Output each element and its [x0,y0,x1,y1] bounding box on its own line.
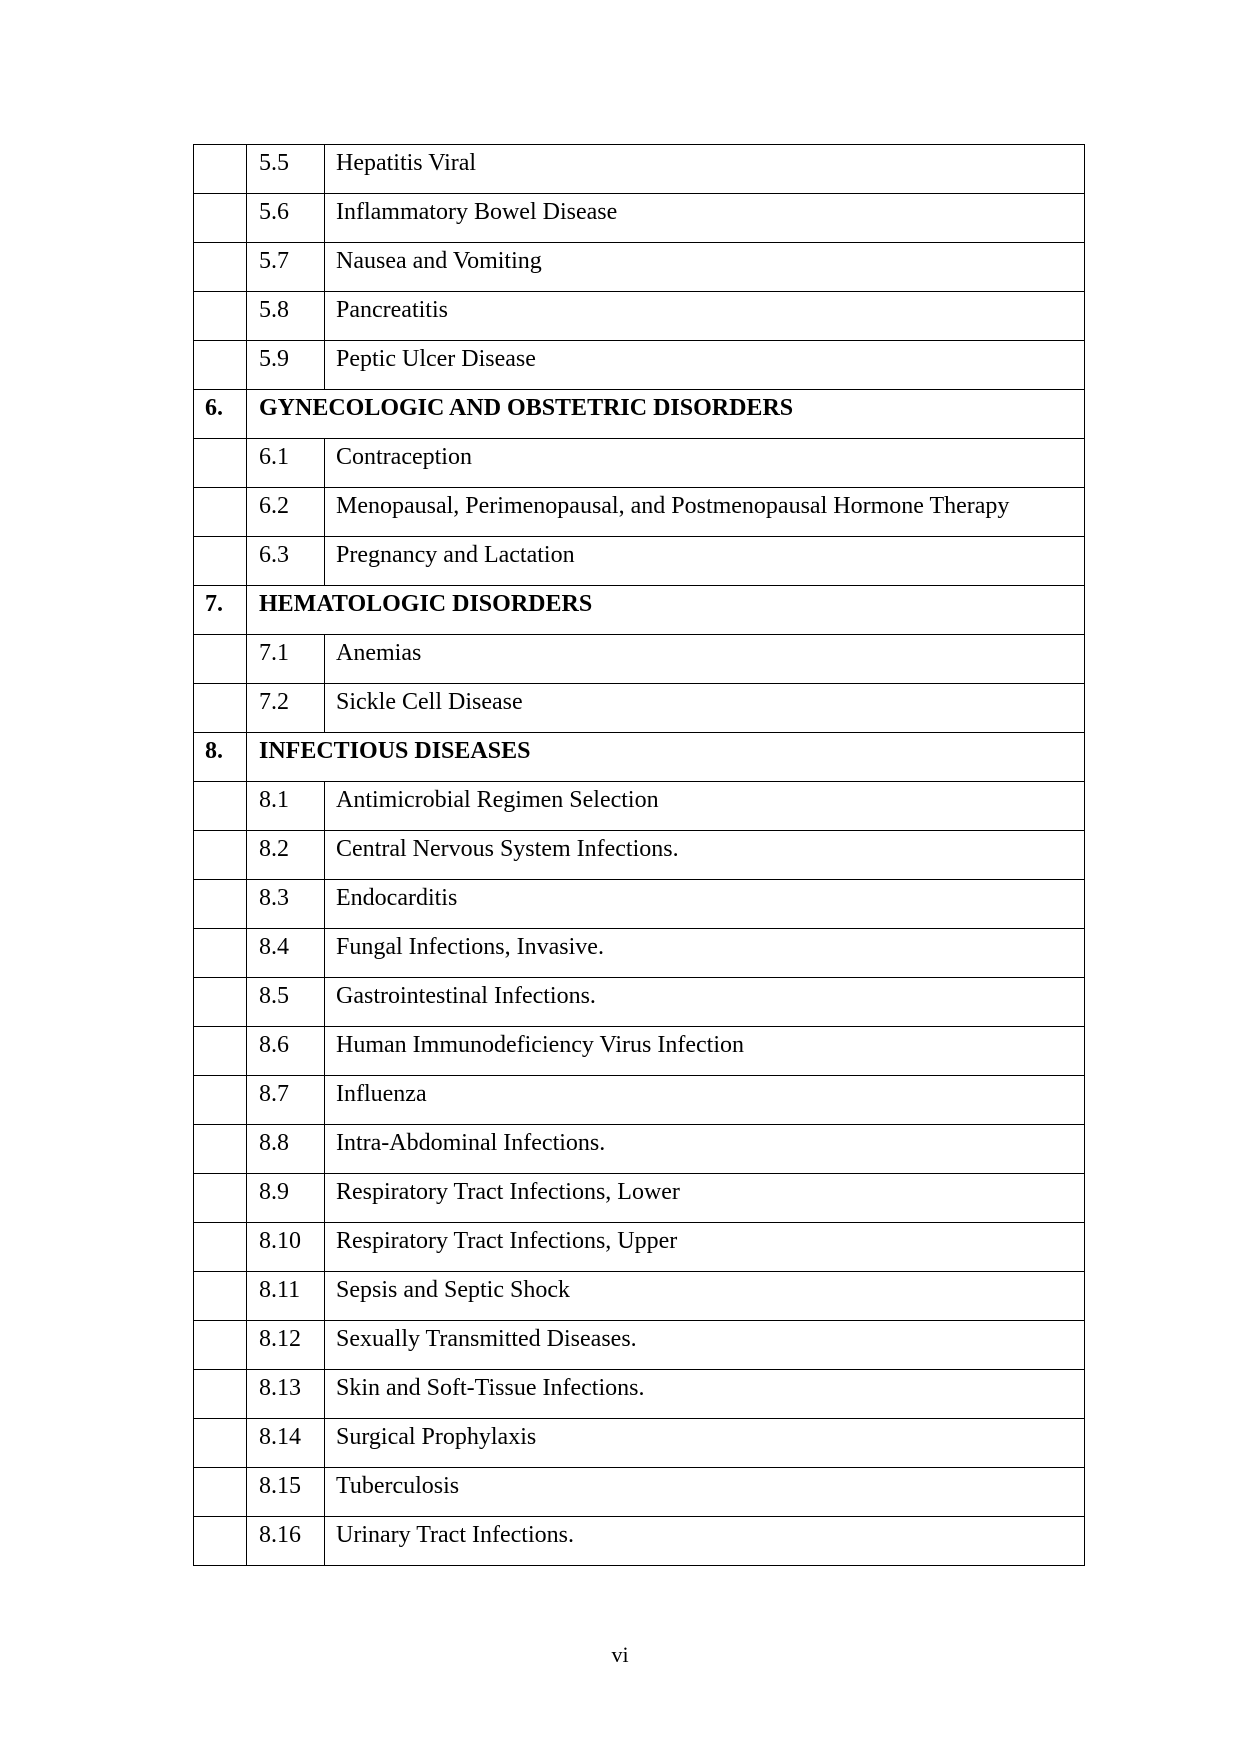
item-title: Central Nervous System Infections. [336,836,679,862]
item-title-cell [325,978,1085,1027]
item-number: 8.5 [259,983,289,1009]
section-title-cell [247,733,1085,782]
item-title-cell [325,292,1085,341]
table-row [194,880,1085,929]
item-title: Respiratory Tract Infections, Lower [336,1179,680,1205]
empty-cell [194,194,247,243]
item-title: Intra-Abdominal Infections. [336,1130,606,1156]
item-title: Influenza [336,1081,427,1107]
empty-cell [194,635,247,684]
empty-cell [194,537,247,586]
table-row [194,635,1085,684]
item-title: Pancreatitis [336,297,448,323]
item-title: Sickle Cell Disease [336,689,523,715]
item-title-cell [325,1027,1085,1076]
item-title-cell [325,1223,1085,1272]
item-number: 8.10 [259,1228,301,1254]
item-title-cell [325,145,1085,194]
item-number: 8.7 [259,1081,289,1107]
empty-cell [194,1125,247,1174]
item-title: Sexually Transmitted Diseases. [336,1326,637,1352]
table-row [194,1027,1085,1076]
table-row [194,1272,1085,1321]
item-title: Urinary Tract Infections. [336,1522,574,1548]
item-title-cell [325,1076,1085,1125]
item-title-cell [325,1419,1085,1468]
empty-cell [194,1370,247,1419]
item-number-cell [247,929,325,978]
table-row [194,341,1085,390]
item-number-cell [247,1223,325,1272]
item-title-cell [325,488,1085,537]
item-number-cell [247,1125,325,1174]
item-title: Human Immunodeficiency Virus Infection [336,1032,744,1058]
table-row [194,1125,1085,1174]
item-title-cell [325,439,1085,488]
item-title-cell [325,243,1085,292]
empty-cell [194,1419,247,1468]
item-number-cell [247,1076,325,1125]
table-row [194,1076,1085,1125]
empty-cell [194,1321,247,1370]
page-number: vi [611,1642,629,1667]
empty-cell [194,831,247,880]
table-row [194,1419,1085,1468]
item-number-cell [247,1468,325,1517]
item-title-cell [325,1321,1085,1370]
section-heading-row [194,733,1085,782]
item-title: Anemias [336,640,422,666]
item-number: 8.12 [259,1326,301,1352]
item-number: 8.9 [259,1179,289,1205]
item-number: 8.2 [259,836,289,862]
item-number: 7.2 [259,689,289,715]
item-title: Pregnancy and Lactation [336,542,575,568]
item-number-cell [247,243,325,292]
item-title-cell [325,194,1085,243]
item-title: Menopausal, Perimenopausal, and Postmenopausal Hormone Therapy [336,493,1010,519]
empty-cell [194,1027,247,1076]
table-row [194,1468,1085,1517]
item-number: 8.4 [259,934,289,960]
empty-cell [194,1174,247,1223]
item-title-cell [325,537,1085,586]
item-number-cell [247,292,325,341]
item-title: Nausea and Vomiting [336,248,542,274]
item-number: 5.5 [259,150,289,176]
table-row [194,1370,1085,1419]
empty-cell [194,243,247,292]
empty-cell [194,341,247,390]
item-number-cell [247,880,325,929]
item-number-cell [247,1517,325,1566]
section-title: GYNECOLOGIC AND OBSTETRIC DISORDERS [259,395,794,421]
item-number: 6.3 [259,542,289,568]
item-title-cell [325,1125,1085,1174]
table-row [194,1517,1085,1566]
table-of-contents [193,144,1085,1566]
item-number-cell [247,831,325,880]
item-number: 7.1 [259,640,289,666]
empty-cell [194,1468,247,1517]
item-number: 8.11 [259,1277,301,1303]
table-row [194,488,1085,537]
empty-cell [194,782,247,831]
empty-cell [194,684,247,733]
item-number-cell [247,439,325,488]
item-number: 5.7 [259,248,289,274]
item-number-cell [247,1370,325,1419]
toc-body [194,145,1085,1566]
item-title-cell [325,684,1085,733]
item-number-cell [247,537,325,586]
empty-cell [194,145,247,194]
section-number-cell [194,586,247,635]
table-row [194,929,1085,978]
item-number: 8.16 [259,1522,301,1548]
table-row [194,292,1085,341]
section-title-cell [247,586,1085,635]
section-title-cell [247,390,1085,439]
item-number: 5.9 [259,346,289,372]
item-title: Fungal Infections, Invasive. [336,934,604,960]
section-number: 6. [205,395,223,421]
empty-cell [194,978,247,1027]
item-number-cell [247,635,325,684]
item-title: Respiratory Tract Infections, Upper [336,1228,678,1254]
item-title: Hepatitis Viral [336,150,477,176]
item-title-cell [325,831,1085,880]
section-title: HEMATOLOGIC DISORDERS [259,591,593,617]
item-title: Endocarditis [336,885,458,911]
section-number: 8. [205,738,223,764]
section-number-cell [194,733,247,782]
table-row [194,978,1085,1027]
empty-cell [194,880,247,929]
section-number: 7. [205,591,223,617]
empty-cell [194,439,247,488]
table-row [194,243,1085,292]
item-number: 8.8 [259,1130,289,1156]
item-title-cell [325,1174,1085,1223]
table-row [194,1174,1085,1223]
item-number: 8.3 [259,885,289,911]
table-row [194,537,1085,586]
item-number-cell [247,1321,325,1370]
item-title-cell [325,929,1085,978]
item-number: 8.14 [259,1424,301,1450]
item-title: Tuberculosis [336,1473,460,1499]
empty-cell [194,488,247,537]
item-number-cell [247,978,325,1027]
item-number-cell [247,341,325,390]
item-number-cell [247,194,325,243]
section-title: INFECTIOUS DISEASES [259,738,531,764]
table-row [194,439,1085,488]
item-title: Antimicrobial Regimen Selection [336,787,659,813]
item-title-cell [325,1468,1085,1517]
item-title-cell [325,880,1085,929]
item-number: 8.13 [259,1375,301,1401]
item-title-cell [325,1272,1085,1321]
item-number-cell [247,1174,325,1223]
item-number: 8.6 [259,1032,289,1058]
item-title: Gastrointestinal Infections. [336,983,596,1009]
section-heading-row [194,586,1085,635]
table-row [194,684,1085,733]
item-title-cell [325,635,1085,684]
item-number-cell [247,684,325,733]
item-number: 8.15 [259,1473,301,1499]
item-title-cell [325,341,1085,390]
table-row [194,194,1085,243]
item-number: 8.1 [259,787,289,813]
empty-cell [194,1272,247,1321]
item-title-cell [325,1370,1085,1419]
item-number: 5.8 [259,297,289,323]
section-heading-row [194,390,1085,439]
item-title: Contraception [336,444,472,470]
item-number-cell [247,1027,325,1076]
item-title: Peptic Ulcer Disease [336,346,536,372]
item-number-cell [247,782,325,831]
empty-cell [194,1223,247,1272]
item-number-cell [247,488,325,537]
item-title-cell [325,1517,1085,1566]
table-row [194,1321,1085,1370]
item-title: Skin and Soft-Tissue Infections. [336,1375,645,1401]
empty-cell [194,1076,247,1125]
section-number-cell [194,390,247,439]
item-title: Sepsis and Septic Shock [336,1277,570,1303]
item-title: Inflammatory Bowel Disease [336,199,618,225]
empty-cell [194,292,247,341]
empty-cell [194,929,247,978]
table-row [194,145,1085,194]
item-number-cell [247,145,325,194]
item-number: 6.2 [259,493,289,519]
item-number: 6.1 [259,444,289,470]
item-number-cell [247,1419,325,1468]
table-row [194,831,1085,880]
table-row [194,782,1085,831]
item-title: Surgical Prophylaxis [336,1424,537,1450]
item-title-cell [325,782,1085,831]
table-row [194,1223,1085,1272]
item-number: 5.6 [259,199,289,225]
item-number-cell [247,1272,325,1321]
empty-cell [194,1517,247,1566]
